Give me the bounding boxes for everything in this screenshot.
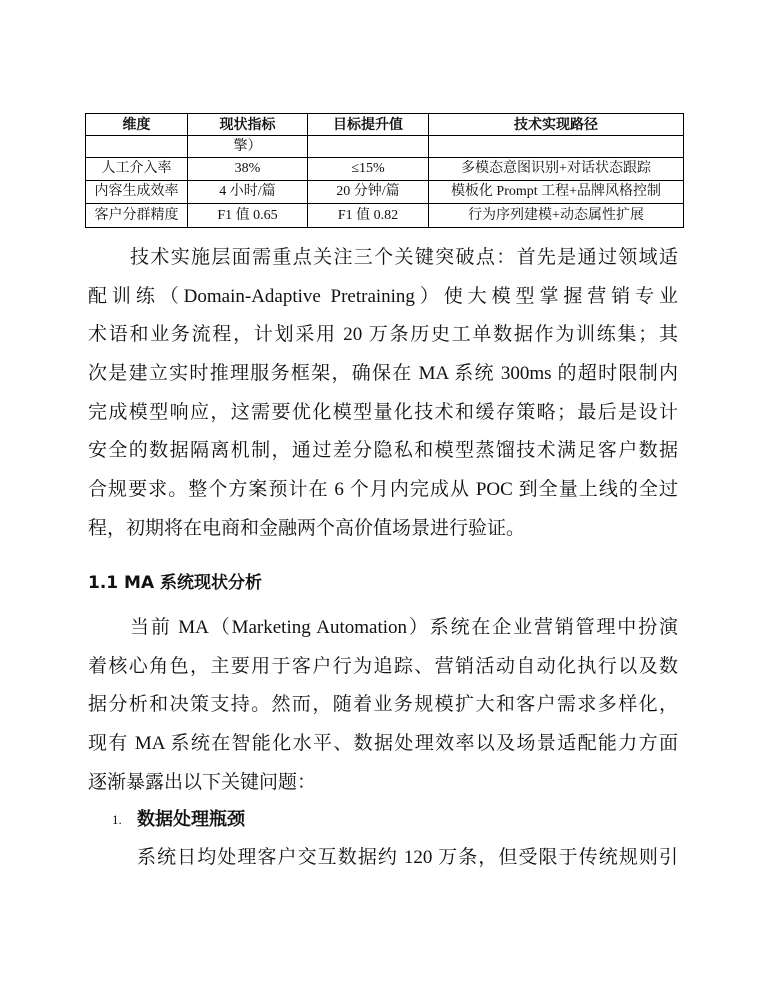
paragraph-line: 术语和业务流程，计划采用 20 万条历史工单数据作为训练集；其 [88,324,678,346]
table-header-current-metric: 现状指标 [188,114,308,136]
table-cell: ≤15% [308,158,429,181]
table-header-target-value: 目标提升值 [308,114,429,136]
paragraph-line: 现有 MA 系统在智能化水平、数据处理效率以及场景适配能力方面 [88,733,678,755]
section-heading: 1.1 MA 系统现状分析 [88,573,263,593]
table-cell: 4 小时/篇 [188,181,308,204]
table-row [86,158,684,181]
table-row [86,181,684,204]
paragraph-line: 当前 MA（Marketing Automation）系统在企业营销管理中扮演 [130,617,678,638]
table-cell: 擎） [188,136,308,158]
paragraph-ma-status [88,609,678,802]
paragraph-line: 逐渐暴露出以下关键问题： [88,771,317,793]
paragraph-line: 着核心角色，主要用于客户行为追踪、营销活动自动化执行以及数 [88,655,678,677]
table-cell: F1 值 0.65 [188,204,308,228]
table-cell: 人工介入率 [86,158,188,181]
table-cell: 多模态意图识别+对话状态跟踪 [429,158,684,181]
paragraph-line: 程，初期将在电商和金融两个高价值场景进行验证。 [88,517,526,539]
paragraph-line: 次是建立实时推理服务框架，确保在 MA 系统 300ms 的超时限制内 [88,363,678,385]
table-cell [86,136,188,158]
paragraph-line: 合规要求。整个方案预计在 6 个月内完成从 POC 到全量上线的全过 [88,479,678,501]
paragraph-line: 系统日均处理客户交互数据约 120 万条，但受限于传统规则引 [137,847,678,868]
table-cell: 内容生成效率 [86,181,188,204]
table-row [86,136,684,158]
paragraph-line: 技术实施层面需重点关注三个关键突破点：首先是通过领域适 [130,247,678,268]
paragraph-data-bottleneck [137,839,678,878]
table-cell: 行为序列建模+动态属性扩展 [429,204,684,228]
list-item [0,802,765,838]
paragraph-implementation [88,239,678,549]
table-cell [429,136,684,158]
list-number: 1. [112,812,122,827]
table-cell: 20 分钟/篇 [308,181,429,204]
paragraph-line: 完成模型响应，这需要优化模型量化技术和缓存策略；最后是设计 [88,401,678,423]
paragraph-line: 安全的数据隔离机制，通过差分隐私和模型蒸馏技术满足客户数据 [88,440,678,462]
table-header-row [86,114,684,136]
table-header-dimension: 维度 [86,114,188,136]
table-cell: F1 值 0.82 [308,204,429,228]
table-row [86,204,684,228]
table-header-tech-path: 技术实现路径 [429,114,684,136]
table-cell [308,136,429,158]
paragraph-line: 配训练（Domain-Adaptive Pretraining）使大模型掌握营销专业 [88,285,678,307]
table-cell: 模板化 Prompt 工程+品牌风格控制 [429,181,684,204]
table-cell: 38% [188,158,308,181]
list-item-title: 数据处理瓶颈 [137,809,245,830]
paragraph-line: 据分析和决策支持。然而，随着业务规模扩大和客户需求多样化， [88,694,678,716]
metrics-table [85,113,684,228]
table-cell: 客户分群精度 [86,204,188,228]
